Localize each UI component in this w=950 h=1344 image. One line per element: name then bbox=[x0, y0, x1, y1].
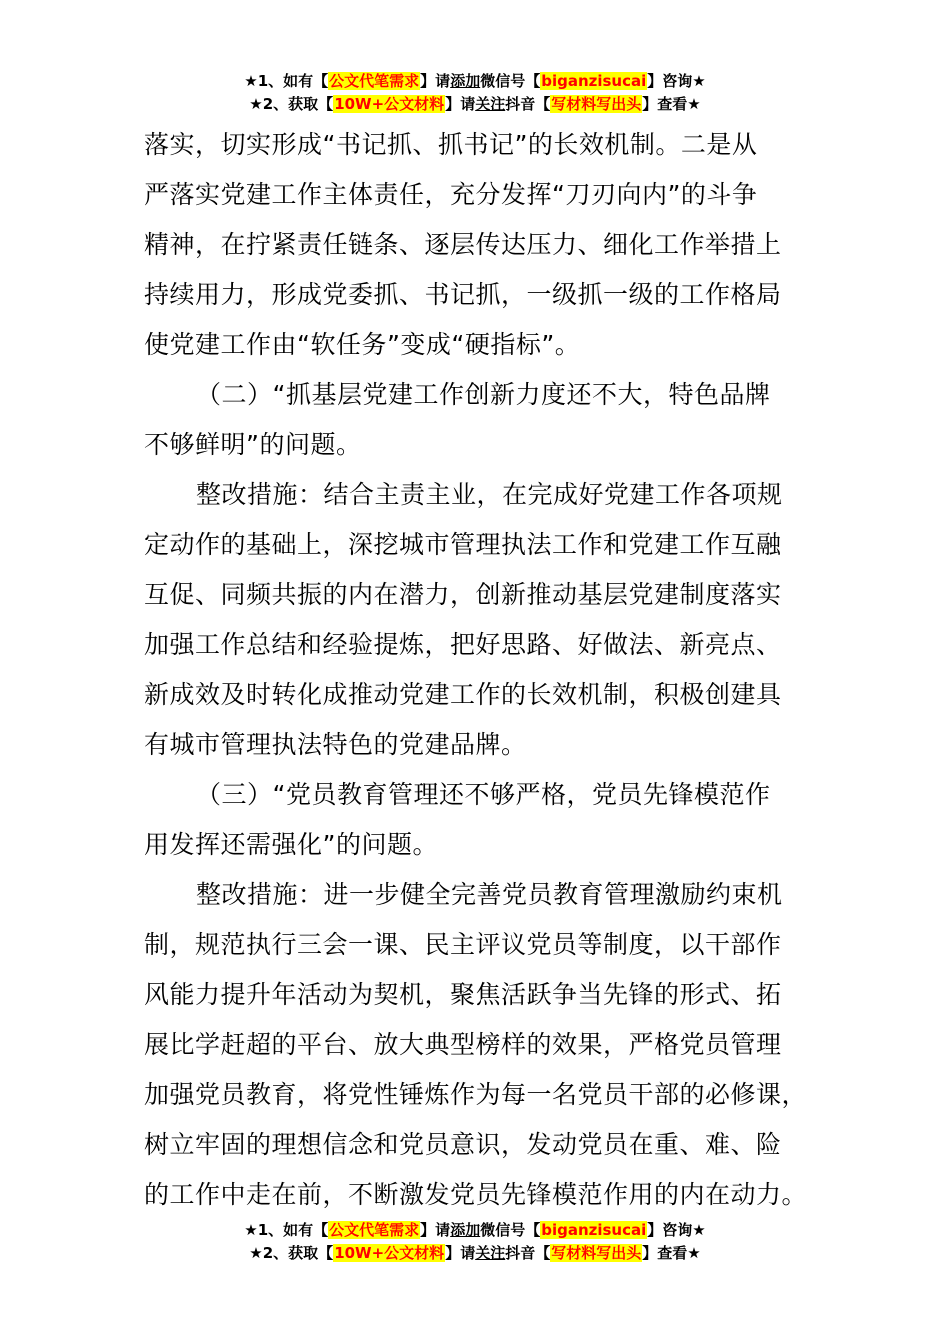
header-banner-line-1 bbox=[0, 70, 950, 93]
banner-text: 抖音【 bbox=[505, 95, 551, 113]
banner-text: ★2、获取【 bbox=[249, 1244, 334, 1262]
banner-text: 抖音【 bbox=[505, 1244, 551, 1262]
section-heading-2: （二）“抓基层党建工作创新力度还不大，特色品牌 bbox=[196, 380, 771, 409]
body-line: 持续用力，形成党委抓、书记抓，一级抓一级的工作格局 bbox=[144, 280, 782, 309]
banner-underlined-text: 关注 bbox=[475, 95, 506, 113]
body-line: 加强党员教育，将党性锤炼作为每一名党员干部的必修课， bbox=[144, 1080, 808, 1109]
banner-text: 微信号【 bbox=[480, 72, 541, 90]
rectification-measures-2: 整改措施：结合主责主业，在完成好党建工作各项规 bbox=[196, 480, 783, 509]
body-line: 定动作的基础上，深挖城市管理执法工作和党建工作互融 bbox=[144, 530, 782, 559]
body-line: 制，规范执行三会一课、民主评议党员等制度，以干部作 bbox=[144, 930, 782, 959]
body-line: 风能力提升年活动为契机，聚焦活跃争当先锋的形式、拓 bbox=[144, 980, 782, 1009]
banner-text: ★1、如有【 bbox=[244, 1221, 329, 1239]
banner-text: 】咨询★ bbox=[647, 1221, 706, 1239]
banner-underlined-text: 添加 bbox=[450, 1221, 481, 1239]
body-line: 严落实党建工作主体责任，充分发挥“刀刃向内”的斗争 bbox=[144, 180, 758, 209]
banner-underlined-text: 关注 bbox=[475, 1244, 506, 1262]
banner-text: 】请 bbox=[445, 95, 476, 113]
banner-highlight: 公文代笔需求 bbox=[329, 1221, 420, 1239]
banner-text: 】咨询★ bbox=[647, 72, 706, 90]
banner-text: ★2、获取【 bbox=[249, 95, 334, 113]
body-line: 有城市管理执法特色的党建品牌。 bbox=[144, 730, 527, 759]
banner-text: 】请 bbox=[445, 1244, 476, 1262]
banner-highlight: 公文代笔需求 bbox=[329, 72, 420, 90]
banner-text: 】请 bbox=[420, 72, 451, 90]
banner-douyin-account: 写材料写出头 bbox=[551, 1244, 642, 1262]
footer-banner-line-2 bbox=[0, 1242, 950, 1265]
body-line: 的工作中走在前，不断激发党员先锋模范作用的内在动力。 bbox=[144, 1180, 808, 1209]
body-line: 不够鲜明”的问题。 bbox=[144, 430, 362, 459]
body-line: 使党建工作由“软任务”变成“硬指标”。 bbox=[144, 330, 581, 359]
header-banner-line-2 bbox=[0, 93, 950, 116]
banner-wechat-id: biganzisucai bbox=[541, 72, 647, 90]
rectification-measures-3: 整改措施：进一步健全完善党员教育管理激励约束机 bbox=[196, 880, 783, 909]
banner-highlight: 10W+公文材料 bbox=[334, 1244, 445, 1262]
body-line: 用发挥还需强化”的问题。 bbox=[144, 830, 438, 859]
body-line: 互促、同频共振的内在潜力，创新推动基层党建制度落实 bbox=[144, 580, 782, 609]
footer-banner-line-1 bbox=[0, 1219, 950, 1242]
banner-underlined-text: 添加 bbox=[450, 72, 481, 90]
body-line: 精神，在拧紧责任链条、逐层传达压力、细化工作举措上 bbox=[144, 230, 782, 259]
header-banner bbox=[0, 70, 950, 116]
banner-text: 】查看★ bbox=[642, 1244, 701, 1262]
body-line: 加强工作总结和经验提炼，把好思路、好做法、新亮点、 bbox=[144, 630, 782, 659]
banner-douyin-account: 写材料写出头 bbox=[551, 95, 642, 113]
banner-text: 】查看★ bbox=[642, 95, 701, 113]
banner-highlight: 10W+公文材料 bbox=[334, 95, 445, 113]
body-line: 展比学赶超的平台、放大典型榜样的效果，严格党员管理 bbox=[144, 1030, 782, 1059]
section-heading-3: （三）“党员教育管理还不够严格，党员先锋模范作 bbox=[196, 780, 771, 809]
document-body bbox=[144, 120, 834, 1220]
body-line: 树立牢固的理想信念和党员意识，发动党员在重、难、险 bbox=[144, 1130, 782, 1159]
footer-banner bbox=[0, 1219, 950, 1265]
banner-text: 微信号【 bbox=[480, 1221, 541, 1239]
body-line: 新成效及时转化成推动党建工作的长效机制，积极创建具 bbox=[144, 680, 782, 709]
banner-wechat-id: biganzisucai bbox=[541, 1221, 647, 1239]
banner-text: ★1、如有【 bbox=[244, 72, 329, 90]
banner-text: 】请 bbox=[420, 1221, 451, 1239]
body-line: 落实，切实形成“书记抓、抓书记”的长效机制。二是从 bbox=[144, 130, 758, 159]
